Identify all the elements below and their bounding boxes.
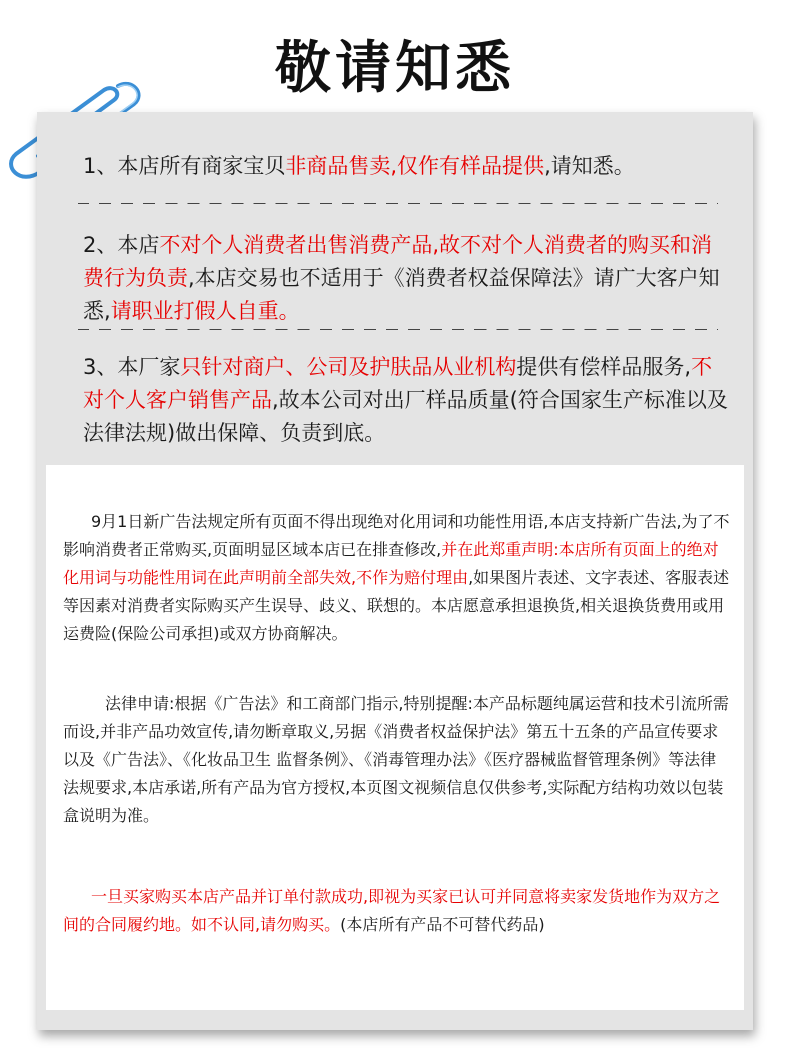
item-1-text-end: ,请知悉。 — [544, 154, 635, 178]
notice-item-3 — [83, 351, 733, 450]
item-2-highlight: 不对个人消费者出售消费产品,故不对个人消费者的购买和消费行为负责 — [83, 233, 713, 290]
item-3-text: 3、本厂家 — [83, 355, 181, 379]
item-2-highlight-end: 请职业打假人自重。 — [110, 299, 300, 323]
p1-text: 9月1日新广告法规定所有页面不得出现绝对化用词和功能性用语,本店支持新广告法,为了不影响消费者正常购买,页面明显区域本店已在排查修改, — [63, 512, 730, 559]
dashed-divider — [78, 203, 718, 204]
item-2-text: 2、本店 — [83, 233, 160, 257]
p2-text: 法律申请:根据《广告法》和工商部门指示,特别提醒:本产品标题纯属运营和技术引流所需而设,并非产品功效宣传,请勿断章取义,另据《消费者权益保护法》第五十五条的产品宣传要求以及《广告法》、《化妆品卫生 监督条例》、《消毒管理办法》《医疗器械监督管理条例》等法律法规要求,本店承诺,所有产品为官方授权,本页图文视频信息仅供参考,实际配方结构功效以包装盒说明为准。 — [63, 694, 729, 825]
disclaimer-paragraph-3 — [63, 883, 731, 939]
item-1-highlight: 非商品售卖,仅作有样品提供 — [285, 154, 545, 178]
dashed-divider — [78, 329, 718, 330]
page-title: 敬请知悉 — [275, 36, 515, 101]
item-3-highlight: 只针对商户、公司及护肤品从业机构 — [180, 355, 517, 379]
p3-highlight: 一旦买家购买本店产品并订单付款成功,即视为买家已认可并同意将卖家发货地作为双方之间的合同履约地。如不认同,请勿购买。 — [63, 887, 721, 934]
disclaimer-paragraph-2 — [63, 690, 731, 830]
item-2-text-mid: ,本店交易也不适用于《消费者权益保障法》请广大客户知悉, — [83, 266, 720, 323]
item-1-text: 1、本店所有商家宝贝 — [83, 154, 286, 178]
item-3-text-end: ,故本公司对出厂样品质量(符合国家生产标准以及法律法规)做出保障、负责到底。 — [83, 388, 728, 445]
p3-text-end: (本店所有产品不可替代药品) — [340, 915, 545, 934]
item-3-highlight-2: 不对个人客户销售产品 — [83, 355, 713, 412]
notice-item-2 — [83, 229, 733, 328]
item-3-text-mid: 提供有偿样品服务, — [516, 355, 692, 379]
p1-text-end: ,如果图片表述、文字表述、客服表述等因素对消费者实际购买产生误导、歧义、联想的。本店愿意承担退换货,相关退换货费用或用运费险(保险公司承担)或双方协商解决。 — [63, 568, 730, 643]
p1-highlight: 并在此郑重声明:本店所有页面上的绝对化用词与功能性用词在此声明前全部失效,不作为赔付理由 — [63, 540, 719, 587]
notice-item-1 — [83, 150, 733, 183]
disclaimer-paragraph-1 — [63, 508, 731, 648]
